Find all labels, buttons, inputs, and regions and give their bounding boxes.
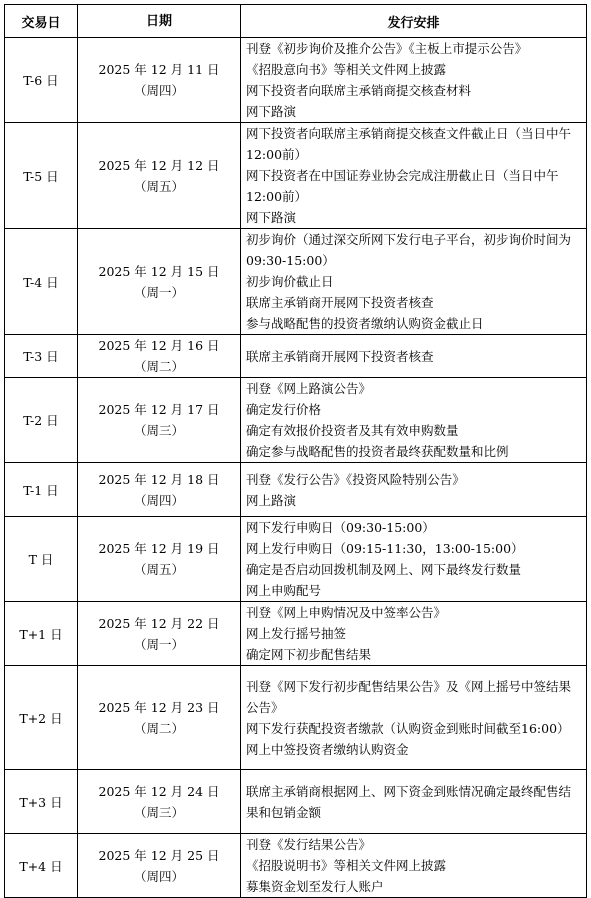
arrangement-cell	[241, 517, 587, 602]
date-text: 2025 年 12 月 23 日	[98, 699, 220, 715]
table-row	[5, 123, 587, 229]
arrangement-cell	[241, 123, 587, 229]
trading-day-cell: T-2 日	[5, 378, 78, 463]
arrangement-item: 联席主承销商开展网下投资者核查	[246, 348, 434, 364]
arrangement-cell	[241, 666, 587, 770]
date-cell	[78, 123, 241, 229]
arrangement-item: 确定发行价格	[246, 402, 322, 417]
arrangement-item: 参与战略配售的投资者缴纳认购资金截止日	[246, 316, 484, 331]
date-text: 2025 年 12 月 18 日	[98, 471, 220, 487]
arrangement-item: 网上申购配号	[246, 583, 322, 598]
table-row	[5, 517, 587, 602]
weekday-text: （周四）	[133, 83, 184, 98]
arrangement-item: 网上路演	[246, 492, 297, 508]
table-row	[5, 834, 587, 898]
arrangement-cell	[241, 602, 587, 666]
date-cell	[78, 38, 241, 123]
table-row	[5, 666, 587, 770]
date-cell	[78, 335, 241, 378]
arrangement-cell	[241, 229, 587, 335]
header-arrangement: 发行安排	[241, 5, 587, 38]
arrangement-item: 初步询价截止日	[246, 274, 334, 289]
table-header-row	[5, 5, 587, 38]
table-body	[5, 38, 587, 898]
date-text: 2025 年 12 月 15 日	[98, 263, 220, 279]
weekday-text: （周五）	[133, 562, 184, 577]
arrangement-cell	[241, 834, 587, 898]
arrangement-item: 联席主承销商根据网上、网下资金到账情况确定最终配售结果和包销金额	[246, 783, 572, 820]
arrangement-item: 网下投资者向联席主承销商提交核查材料	[246, 83, 472, 98]
arrangement-item: 《招股意向书》等相关文件网上披露	[246, 62, 447, 77]
arrangement-item: 网下投资者在中国证券业协会完成注册截止日（当日中午12:00前）	[246, 168, 559, 204]
date-cell	[78, 517, 241, 602]
arrangement-item: 联席主承销商开展网下投资者核查	[246, 295, 434, 310]
weekday-text: （周二）	[133, 720, 184, 736]
issuance-schedule-table	[4, 4, 587, 898]
date-cell	[78, 463, 241, 517]
table-row	[5, 770, 587, 834]
trading-day-cell: T 日	[5, 517, 78, 602]
table-row	[5, 602, 587, 666]
trading-day-cell: T+2 日	[5, 666, 78, 770]
arrangement-item: 网下投资者向联席主承销商提交核查文件截止日（当日中午12:00前）	[246, 126, 572, 162]
date-text: 2025 年 12 月 24 日	[98, 783, 220, 799]
arrangement-item: 刊登《发行公告》《投资风险特别公告》	[246, 471, 465, 487]
arrangement-item: 刊登《网上申购情况及中签率公告》	[246, 605, 447, 620]
arrangement-cell	[241, 770, 587, 834]
arrangement-item: 网上发行摇号抽签	[246, 626, 347, 641]
trading-day-cell: T+1 日	[5, 602, 78, 666]
trading-day-cell: T-4 日	[5, 229, 78, 335]
arrangement-item: 刊登《网下发行初步配售结果公告》及《网上摇号中签结果公告》	[246, 678, 572, 715]
date-cell	[78, 602, 241, 666]
arrangement-item: 网上中签投资者缴纳认购资金	[246, 741, 409, 757]
arrangement-item: 确定参与战略配售的投资者最终获配数量和比例	[246, 444, 509, 459]
arrangement-cell	[241, 38, 587, 123]
date-text: 2025 年 12 月 12 日	[98, 157, 220, 173]
arrangement-cell	[241, 463, 587, 517]
arrangement-item: 刊登《发行结果公告》	[246, 837, 372, 852]
date-cell	[78, 229, 241, 335]
header-trading-day: 交易日	[5, 5, 78, 38]
trading-day-cell: T-1 日	[5, 463, 78, 517]
date-text: 2025 年 12 月 16 日	[98, 338, 220, 353]
date-text: 2025 年 12 月 22 日	[98, 615, 220, 631]
date-cell	[78, 770, 241, 834]
arrangement-item: 网上发行申购日（09:15-11:30，13:00-15:00）	[246, 541, 524, 556]
date-text: 2025 年 12 月 17 日	[98, 402, 220, 417]
weekday-text: （周四）	[133, 868, 184, 884]
date-cell	[78, 378, 241, 463]
table-row	[5, 378, 587, 463]
arrangement-item: 刊登《网上路演公告》	[246, 381, 372, 396]
arrangement-item: 网下路演	[246, 104, 297, 119]
arrangement-item: 确定网下初步配售结果	[246, 647, 372, 662]
weekday-text: （周三）	[133, 423, 184, 438]
trading-day-cell: T+4 日	[5, 834, 78, 898]
weekday-text: （周一）	[133, 284, 184, 300]
arrangement-item: 确定是否启动回拨机制及网上、网下最终发行数量	[246, 562, 522, 577]
trading-day-cell: T-3 日	[5, 335, 78, 378]
date-text: 2025 年 12 月 25 日	[98, 847, 220, 863]
date-cell	[78, 834, 241, 898]
table-row	[5, 229, 587, 335]
date-cell	[78, 666, 241, 770]
table-row	[5, 335, 587, 378]
weekday-text: （周一）	[133, 636, 184, 652]
weekday-text: （周二）	[133, 359, 184, 374]
arrangement-item: 初步询价（通过深交所网下发行电子平台，初步询价时间为 09:30-15:00）	[246, 232, 572, 268]
date-text: 2025 年 12 月 19 日	[98, 541, 220, 556]
arrangement-item: 网下发行申购日（09:30-15:00）	[246, 520, 435, 535]
table-row	[5, 463, 587, 517]
date-text: 2025 年 12 月 11 日	[98, 62, 220, 77]
trading-day-cell: T-6 日	[5, 38, 78, 123]
table-row	[5, 38, 587, 123]
arrangement-item: 刊登《初步询价及推介公告》《主板上市提示公告》	[246, 41, 528, 56]
weekday-text: （周四）	[133, 492, 184, 508]
arrangement-item: 网下发行获配投资者缴款（认购资金到账时间截至16:00）	[246, 720, 570, 736]
weekday-text: （周三）	[133, 804, 184, 820]
arrangement-cell	[241, 335, 587, 378]
arrangement-item: 确定有效报价投资者及其有效申购数量	[246, 423, 459, 438]
trading-day-cell: T-5 日	[5, 123, 78, 229]
weekday-text: （周五）	[133, 178, 184, 194]
arrangement-item: 网下路演	[246, 210, 297, 225]
arrangement-cell	[241, 378, 587, 463]
header-date: 日期	[78, 5, 241, 38]
trading-day-cell: T+3 日	[5, 770, 78, 834]
arrangement-item: 募集资金划至发行人账户	[246, 879, 384, 894]
arrangement-item: 《招股说明书》等相关文件网上披露	[246, 858, 447, 873]
